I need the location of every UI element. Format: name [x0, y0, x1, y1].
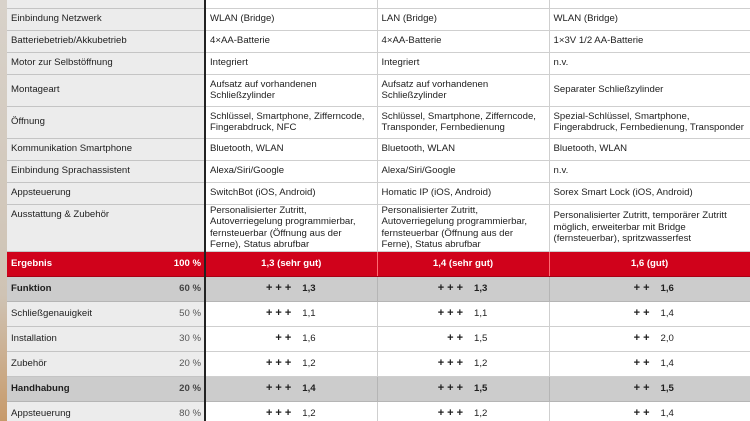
product-3-value	[549, 0, 750, 8]
rating-value: 1,5	[474, 332, 488, 344]
product-2-value: Bluetooth, WLAN	[377, 138, 549, 160]
group-label: Handhabung	[7, 376, 167, 401]
product-2-value: Personalisierter Zutritt, Autoverriegelung programmierbar, fernsteuerbar (Öffnung aus der Ferne), Status abrufbar	[377, 204, 549, 251]
product-1-value: Integriert	[205, 52, 377, 74]
rating-value: 1,2	[302, 357, 316, 369]
row-weight: 80 %	[167, 401, 205, 421]
product-1-result: 1,3 (sehr gut)	[205, 251, 377, 276]
rating-marks: ++	[275, 331, 295, 344]
row-label: Kommunikation Smartphone	[7, 138, 205, 160]
rating-marks: +++	[437, 356, 466, 369]
row-label: Zubehör	[7, 351, 167, 376]
rating-marks: +++	[437, 406, 466, 419]
product-3-value: Sorex Smart Lock (iOS, Android)	[549, 182, 750, 204]
result-row	[7, 251, 750, 276]
rating-value: 1,4	[302, 382, 316, 394]
row-label: Appsteuerung	[7, 182, 205, 204]
product-2-value: Schlüssel, Smartphone, Zifferncode, Transponder, Fernbedienung	[377, 106, 549, 138]
table-row	[7, 301, 750, 326]
product-2-value: LAN (Bridge)	[377, 8, 549, 30]
rating-value: 1,1	[474, 307, 488, 319]
rating-marks: ++	[447, 331, 466, 344]
table-row	[7, 351, 750, 376]
product-3-value: Bluetooth, WLAN	[549, 138, 750, 160]
rating-value: 1,3	[302, 282, 316, 294]
rating-marks: ++	[633, 281, 653, 294]
rating-marks: ++	[633, 356, 653, 369]
table-row	[7, 74, 750, 106]
rating-marks: ++	[633, 306, 653, 319]
rating-value: 1,5	[474, 382, 488, 394]
table-row	[7, 138, 750, 160]
rating-value: 1,4	[660, 357, 674, 369]
product-2-value: 4×AA-Batterie	[377, 30, 549, 52]
rating-marks: +++	[437, 281, 466, 294]
product-1-value: Schlüssel, Smartphone, Zifferncode, Fingerabdruck, NFC	[205, 106, 377, 138]
row-label: Installation	[7, 326, 167, 351]
table-row	[7, 106, 750, 138]
row-label: Appsteuerung	[7, 401, 167, 421]
rating-marks: +++	[265, 306, 295, 319]
product-3-value: WLAN (Bridge)	[549, 8, 750, 30]
group-row-funktion	[7, 276, 750, 301]
product-1-value: Aufsatz auf vorhandenen Schließzylinder	[205, 74, 377, 106]
table-row	[7, 326, 750, 351]
rating-marks: +++	[265, 281, 295, 294]
product-2-value: Aufsatz auf vorhandenen Schließzylinder	[377, 74, 549, 106]
row-label: Motor zur Selbstöffnung	[7, 52, 205, 74]
rating-value: 1,2	[302, 407, 316, 419]
table-row	[7, 204, 750, 251]
rating-marks: +++	[437, 306, 466, 319]
rating-value: 1,2	[474, 357, 488, 369]
table-row	[7, 8, 750, 30]
product-3-value: Personalisierter Zutritt, temporärer Zutritt möglich, erweiterbar mit Bridge (fernsteuerbar), spritzwasserfest	[549, 204, 750, 251]
product-1-value	[205, 0, 377, 8]
group-weight: 60 %	[167, 276, 205, 301]
rating-marks: +++	[265, 356, 295, 369]
product-1-value: WLAN (Bridge)	[205, 8, 377, 30]
row-weight: 30 %	[167, 326, 205, 351]
table-row	[7, 30, 750, 52]
product-1-value: Personalisierter Zutritt, Autoverriegelung programmierbar, fernsteuerbar (Öffnung aus der Ferne), Status abrufbar	[205, 204, 377, 251]
row-label: Ausstattung & Zubehör	[7, 204, 205, 251]
product-3-value: 1×3V 1/2 AA-Batterie	[549, 30, 750, 52]
row-label	[7, 0, 205, 8]
product-2-value: Homatic IP (iOS, Android)	[377, 182, 549, 204]
row-weight: 20 %	[167, 351, 205, 376]
result-label: Ergebnis	[7, 251, 167, 276]
product-3-value: n.v.	[549, 52, 750, 74]
rating-marks: ++	[633, 406, 653, 419]
rating-marks: ++	[633, 331, 653, 344]
product-2-value: Alexa/Siri/Google	[377, 160, 549, 182]
table-row	[7, 160, 750, 182]
table-row	[7, 0, 750, 8]
group-label: Funktion	[7, 276, 167, 301]
rating-value: 1,5	[660, 382, 674, 394]
row-label: Öffnung	[7, 106, 205, 138]
rating-value: 1,6	[660, 282, 674, 294]
rating-marks: +++	[265, 406, 295, 419]
product-3-result: 1,6 (gut)	[549, 251, 750, 276]
product-1-value: Alexa/Siri/Google	[205, 160, 377, 182]
product-3-value: Separater Schließzylinder	[549, 74, 750, 106]
product-2-result: 1,4 (sehr gut)	[377, 251, 549, 276]
product-3-value: n.v.	[549, 160, 750, 182]
group-weight: 20 %	[167, 376, 205, 401]
rating-value: 1,1	[302, 307, 316, 319]
table-row	[7, 401, 750, 421]
product-3-value: Spezial-Schlüssel, Smartphone, Fingerabdruck, Fernbedienung, Transponder	[549, 106, 750, 138]
product-1-value: Bluetooth, WLAN	[205, 138, 377, 160]
rating-marks: +++	[437, 381, 466, 394]
table-row	[7, 52, 750, 74]
rating-value: 1,6	[302, 332, 316, 344]
table-row	[7, 182, 750, 204]
product-2-value	[377, 0, 549, 8]
rating-value: 1,4	[660, 407, 674, 419]
row-label: Einbindung Netzwerk	[7, 8, 205, 30]
row-label: Batteriebetrieb/Akkubetrieb	[7, 30, 205, 52]
row-label: Schließgenauigkeit	[7, 301, 167, 326]
group-row-handhabung	[7, 376, 750, 401]
rating-value: 1,4	[660, 307, 674, 319]
row-weight: 50 %	[167, 301, 205, 326]
rating-value: 2,0	[660, 332, 674, 344]
row-label: Einbindung Sprachassistent	[7, 160, 205, 182]
rating-value: 1,3	[474, 282, 488, 294]
product-1-value: 4×AA-Batterie	[205, 30, 377, 52]
rating-value: 1,2	[474, 407, 488, 419]
result-weight: 100 %	[167, 251, 205, 276]
product-1-value: SwitchBot (iOS, Android)	[205, 182, 377, 204]
row-label: Montageart	[7, 74, 205, 106]
rating-marks: ++	[633, 381, 653, 394]
comparison-table	[7, 0, 750, 421]
product-2-value: Integriert	[377, 52, 549, 74]
rating-marks: +++	[265, 381, 295, 394]
